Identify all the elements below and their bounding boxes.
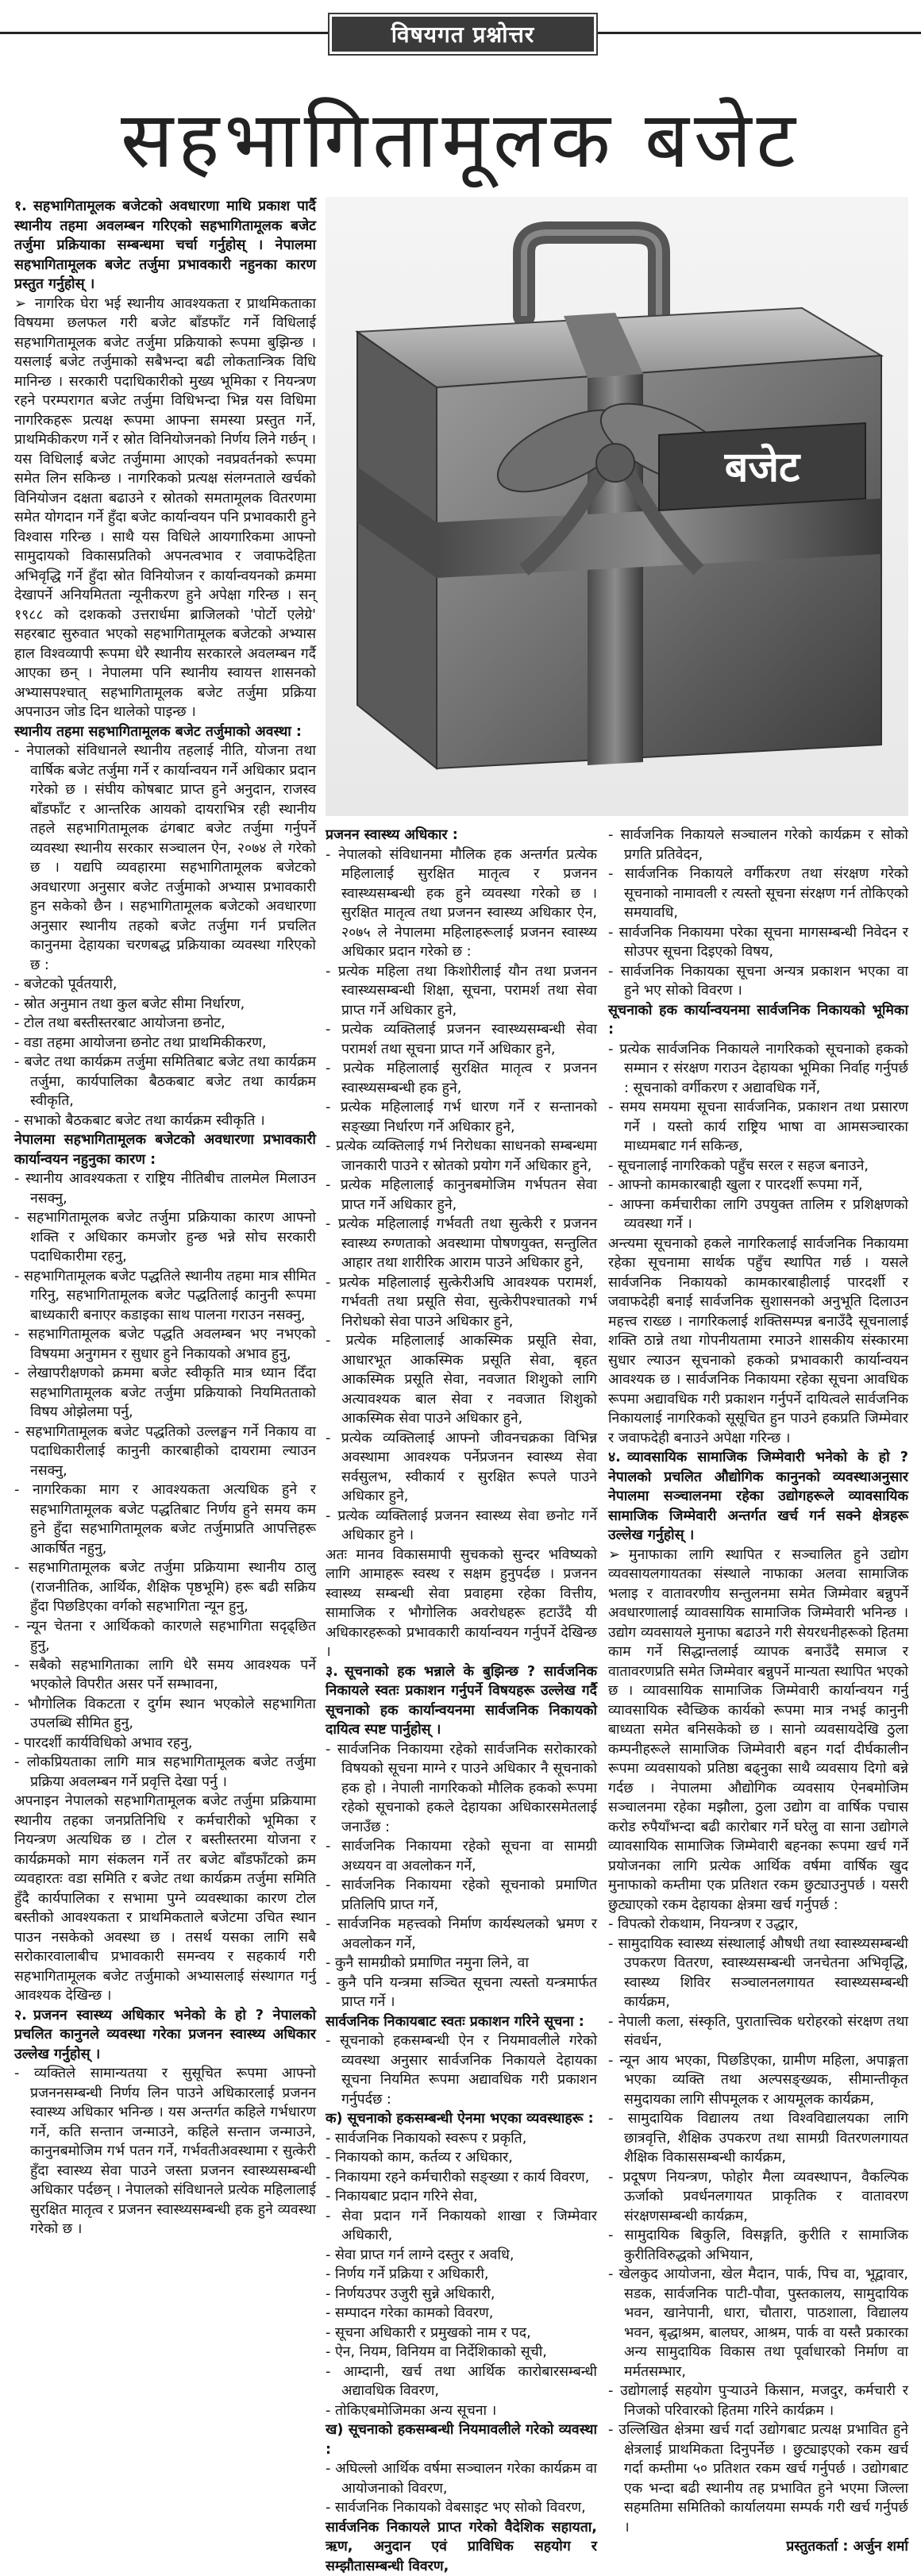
list-item: - वडा तहमा आयोजना छनोट तथा प्राथमिकीकरण,: [14, 1034, 316, 1053]
heading-publish: सार्वजनिक निकायबाट स्वतः प्रकाशन गरिने सूचना :: [326, 2012, 597, 2032]
question-1: १. सहभागितामूलक बजेटको अवधारणा माथि प्रकाश पार्दै स्थानीय तहमा अवलम्बन गरिएको सहभागितामूलक बजेट तर्जुमा प्रक्रियाका सम्बन्धमा चर्चा गर्नुहोस् । नेपालमा सहभागितामूलक बजेट तर्जुमा प्रभावकारी नहुनका कारण प्रस्तुत गर्नुहोस् ।: [14, 197, 316, 295]
question-2: २. प्रजनन स्वास्थ्य अधिकार भनेको के हो ? नेपालको प्रचलित कानुनले व्यवस्था गरेका प्रजनन स्वास्थ्य अधिकार उल्लेख गर्नुहोस् ।: [14, 2006, 316, 2065]
publish-a-list: [326, 2129, 597, 2421]
list-item: - सहभागितामूलक बजेट पद्धतिको उल्लङ्घन गर्ने निकाय वा पदाधिकारीलाई कानुनी कारबाहीको दायरामा ल्याउन नसक्नु,: [14, 1423, 316, 1481]
list-item: - प्रत्येक व्यक्तिलाई आफ्नो जीवनचक्रका विभिन्न अवस्थामा आवश्यक पर्नेप्रजनन स्वास्थ्य सेवा सर्वसुलभ, स्वीकार्य र सुरक्षित रूपले पाउने अधिकार हुने,: [326, 1429, 597, 1507]
column-2: [326, 826, 597, 2576]
list-item: - प्रत्येक महिलालाई सुरक्षित मातृत्व र प्रजनन स्वास्थ्यसम्बन्धी हक हुने,: [326, 1059, 597, 1098]
list-item: - निर्णय गर्ने प्रक्रिया र अधिकारी,: [326, 2265, 597, 2285]
list-item: - ऐन, नियम, विनियम वा निर्देशिकाको सूची,: [326, 2343, 597, 2362]
list-item: - प्रत्येक व्यक्तिलाई प्रजनन स्वास्थ्य सेवा छनोट गर्ने अधिकार हुने ।: [326, 1507, 597, 1546]
list-item: - सहभागितामूलक बजेट पद्धतिले स्थानीय तहमा मात्र सीमित गरिनु, सहभागितामूलक बजेट पद्धतिलाई कानुनी रूपमा बाध्यकारी बनाएर कडाइका साथ पालना गराउन नसक्नु,: [14, 1267, 316, 1326]
answer-2-intro: - व्यक्तिले सामान्यतया र सुसूचित रूपमा आफ्नो प्रजननसम्बन्धी निर्णय लिन पाउने अधिकारलाई प्रजनन स्वास्थ्य अधिकार भनिन्छ । यस अन्तर्गत कहिले गर्भधारण गर्ने, कति सन्तान जन्माउने, कहिले सन्तान जन्माउने, कानुनबमोजिम गर्भ पतन गर्ने, गर्भवतीअवस्थामा र सुत्केरी हुँदा स्वास्थ्य सेवा पाउने जस्ता प्रजनन स्वास्थ्यसम्बन्धी अधिकार पर्दछन् । नेपालको संविधानले प्रत्येक महिलालाई सुरक्षित मातृत्व र प्रजनन स्वास्थ्यसम्बन्धी हक हुने व्यवस्था गरेको छ ।: [14, 2064, 316, 2239]
list-item: - आफ्ना कर्मचारीका लागि उपयुक्त तालिम र प्रशिक्षणको व्यवस्था गर्ने ।: [608, 1196, 908, 1234]
list-item: - बजेटको पूर्वतयारी,: [14, 975, 316, 995]
list-item: - बजेट तथा कार्यक्रम तर्जुमा समितिबाट बजेट तथा कार्यक्रम तर्जुमा, कार्यपालिका बैठकबाट बजेट तथा कार्यक्रम स्वीकृति,: [14, 1053, 316, 1111]
list-item: - सहभागितामूलक बजेट तर्जुमा प्रक्रियाका कारण आफ्नो शक्ति र अधिकार कमजोर हुन्छ भन्ने सोच सरकारी पदाधिकारीमा रहनु,: [14, 1208, 316, 1267]
steps-list: [14, 975, 316, 1130]
list-item: - प्रत्येक सार्वजनिक निकायले नागरिकको सूचनाको हकको सम्मान र संरक्षण गराउन देहायका भूमिका निर्वाह गर्नुपर्छ : सूचनाको वर्गीकरण र अद्यावधिक गर्ने,: [608, 1040, 908, 1099]
list-item: - उद्योगलाई सहयोग पुर्‍याउने किसान, मजदुर, कर्मचारी र निजको परिवारको हितमा गरिने कार्यक्रम ।: [608, 2382, 908, 2420]
list-item: - सबैको सहभागिताका लागि धेरै समय आवश्यक पर्ने भएकोले विपरीत असर पर्ने सम्भावना,: [14, 1656, 316, 1695]
list-item: - लेखापरीक्षणको क्रममा बजेट स्वीकृति मात्र ध्यान दिँदा सहभागितामूलक बजेट तर्जुमा प्रक्रियाको नियमितताको विषय ओझेलमा पर्नु,: [14, 1364, 316, 1423]
list-item: - तोकिएबमोजिमका अन्य सूचना ।: [326, 2401, 597, 2421]
heading-b: ख) सूचनाको हकसम्बन्धी नियमावलीले गरेको व्यवस्था :: [326, 2420, 597, 2459]
heading-c: सार्वजनिक निकायले प्राप्त गरेको वैदेशिक सहायता, ऋण, अनुदान एवं प्राविधिक सहयोग र सम्झौतासम्बन्धी विवरण,: [326, 2518, 597, 2576]
list-item: - सूचना अधिकारी र प्रमुखको नाम र पद,: [326, 2324, 597, 2343]
list-item: - सहभागितामूलक बजेट पद्धति अवलम्बन भए नभएको विषयमा अनुगमन र सुधार हुने निकायको अभाव हुनु,: [14, 1325, 316, 1364]
list-item: - निकायको काम, कर्तव्य र अधिकार,: [326, 2148, 597, 2168]
list-item: - सार्वजनिक महत्त्वको निर्माण कार्यस्थलको भ्रमण र अवलोकन गर्ने,: [326, 1915, 597, 1954]
answer-2-closing: अतः मानव विकासमापी सुचकको सुन्दर भविष्यको लागि आमाहरू स्वस्थ र सक्षम हुनुपर्दछ । प्रजनन स्वास्थ्य सम्बन्धी सेवा प्रवाहमा रहेका वित्तीय, सामाजिक र भौगोलिक अवरोधहरू हटाउँदै यी अधिकारहरूको प्रभावकारी कार्यान्वयन गर्नुपर्ने देखिन्छ ।: [326, 1546, 597, 1662]
briefcase-icon: [326, 197, 908, 816]
list-item: - प्रत्येक व्यक्तिलाई गर्भ निरोधका साधनको सम्बन्धमा जानकारी पाउने र स्रोतको प्रयोग गर्ने अधिकार हुने,: [326, 1137, 597, 1176]
arrow-icon: ➢: [14, 295, 35, 314]
list-item: - आफ्नो कामकारबाही खुला र पारदर्शी रूपमा गर्ने,: [608, 1176, 908, 1196]
heading-problems: नेपालमा सहभागितामूलक बजेटको अवधारणा प्रभावकारी कार्यान्वयन नहुनुका कारण :: [14, 1130, 316, 1169]
question-3: ३. सूचनाको हक भन्नाले के बुझिन्छ ? सार्वजनिक निकायले स्वतः प्रकाशन गर्नुपर्ने विषयहरू उल्लेख गर्दै सूचनाको हक कार्यान्वयनमा सार्वजनिक निकायको दायित्व स्पष्ट पार्नुहोस् ।: [326, 1662, 597, 1740]
list-item: - सामुदायिक स्वास्थ्य संस्थालाई औषधी तथा स्वास्थ्यसम्बन्धी उपकरण वितरण, स्वास्थ्यसम्बन्धी जनचेतना अभिवृद्धि, स्वास्थ्य शिविर सञ्चालनलगायत स्वास्थ्यसम्बन्धी कार्यक्रम,: [608, 1935, 908, 2012]
list-item: - निकायमा रहने कर्मचारीको सङ्ख्या र कार्य विवरण,: [326, 2168, 597, 2188]
list-item: - प्रत्येक महिलालाई गर्भ धारण गर्ने र सन्तानको सङ्ख्या निर्धारण गर्ने अधिकार हुने,: [326, 1098, 597, 1137]
list-item: - सार्वजनिक निकायले सञ्चालन गरेको कार्यक्रम र सोको प्रगति प्रतिवेदन,: [608, 826, 908, 864]
list-item: - समय समयमा सूचना सार्वजनिक, प्रकाशन तथा प्रसारण गर्ने । यस्तो कार्य राष्ट्रिय भाषा वा आमसञ्चारका माध्यमबाट गर्न सकिन्छ,: [608, 1098, 908, 1157]
list-item: - स्थानीय आवश्यकता र राष्ट्रिय नीतिबीच तालमेल मिलाउन नसक्नु,: [14, 1169, 316, 1208]
briefcase-label: बजेट: [724, 443, 801, 491]
list-item: - सम्पादन गरेका कामको विवरण,: [326, 2304, 597, 2324]
list-item: - कुनै पनि यन्त्रमा सञ्चित सूचना त्यस्तो यन्त्रमार्फत प्राप्त गर्ने ।: [326, 1973, 597, 2012]
column-1: [14, 197, 316, 2239]
list-item: - स्रोत अनुमान तथा कुल बजेट सीमा निर्धारण,: [14, 995, 316, 1015]
list-item: - प्रत्येक महिलालाई गर्भवती तथा सुत्केरी र प्रजनन स्वास्थ्य रुग्णताको अवस्थामा पोषणयुक्त, सन्तुलित आहार तथा शारीरिक आराम पाउने अधिकार हुने,: [326, 1215, 597, 1273]
answer-1-para1: ➢ नागरिक घेरा भई स्थानीय आवश्यकता र प्राथमिकताका विषयमा छलफल गरी बजेट बाँडफाँट गर्ने विधिलाई सहभागितामूलक बजेट तर्जुमा प्रक्रियाको रूपमा बुझिन्छ । यसलाई बजेट तर्जुमाको सबैभन्दा बढी लोकतान्त्रिक विधि मानिन्छ । सरकारी पदाधिकारीको मुख्य भूमिका र नियन्त्रण रहने परम्परागत बजेट तर्जुमा विधिभन्दा भिन्न यस विधिमा नागरिकहरू प्रत्यक्ष रूपमा आफ्ना समस्या प्रस्तुत गर्ने, प्राथमिकीकरण गर्ने र स्रोत विनियोजनको निर्णय लिने गर्छन् । यस विधिलाई बजेट तर्जुमामा आएको नवप्रवर्तनको रूपमा समेत लिन सकिन्छ । नागरिकको प्रत्यक्ष संलग्नताले खर्चको विनियोजन दक्षता बढाउने र स्रोतको समतामूलक वितरणमा समेत योगदान गर्ने हुँदा बजेट कार्यान्वयन पनि प्रभावकारी हुने विश्वास गरिन्छ । साथै यस विधिले आयगारिकमा आफ्नो सामुदायको विकासप्रतिको अपनत्वभाव र जवाफदेहिता अभिवृद्धि गर्ने हुँदा स्रोत विनियोजन र कार्यान्वयनको क्रममा देखापर्ने अनियमितता न्यूनीकरण हुने अपेक्षा गरिन्छ । सन् १९८८ को दशकको उत्तरार्धमा ब्राजिलको 'पोर्टो एलेग्रे' सहरबाट सुरुवात भएको सहभागितामूलक बजेटको अभ्यास हाल विश्वव्यापी रूपमा धेरै स्थानीय सरकारले अवलम्बन गर्दै आएका छन् । नेपालमा पनि स्थानीय स्वायत्त शासनको अभ्यासपश्चात् सहभागितामूलक बजेट तर्जुमा प्रक्रिया अपनाउन जोड दिन थालेको पाइन्छ ।: [14, 295, 316, 722]
list-item: - नेपालको संविधानमा मौलिक हक अन्तर्गत प्रत्येक महिलालाई सुरक्षित मातृत्व र प्रजनन स्वास्थ्यसम्बन्धी हक हुने व्यवस्था गरेको छ । सुरक्षित मातृत्व तथा प्रजनन स्वास्थ्य अधिकार ऐन, २०७५ ले नेपालमा महिलाहरूलाई प्रजनन स्वास्थ्य अधिकार प्रदान गरेको छ :: [326, 845, 597, 962]
author-credit: प्रस्तुतकर्ता : अर्जुन शर्मा: [608, 2537, 908, 2557]
list-item: - निर्णयउपर उजुरी सुन्ने अधिकारी,: [326, 2285, 597, 2305]
list-item: - सभाको बैठकबाट बजेट तथा कार्यक्रम स्वीकृति ।: [14, 1111, 316, 1131]
list-item: - सामुदायिक बिकुलि, विसङ्गति, कुरीति र सामाजिक कुरीतिविरुद्धको अभियान,: [608, 2226, 908, 2265]
list-item: - सार्वजनिक निकायमा परेका सूचना मागसम्बन्धी निवेदन र सोउपर सूचना दिइएको विषय,: [608, 923, 908, 962]
list-item: - सार्वजनिक निकायका सूचना अन्यत्र प्रकाशन भएका वा हुने भए सोको विवरण ।: [608, 962, 908, 1001]
list-item: - प्रत्येक व्यक्तिलाई प्रजनन स्वास्थ्यसम्बन्धी सेवा परामर्श तथा सूचना प्राप्त गर्ने अधिकार हुने,: [326, 1020, 597, 1059]
list-item: - सूचनालाई नागरिकको पहुँच सरल र सहज बनाउने,: [608, 1157, 908, 1176]
answer-3-closing: अन्त्यमा सूचनाको हकले नागरिकलाई सार्वजनिक निकायमा रहेका सूचनामा सार्थक पहुँच स्थापित गर्छ । यसले सार्वजनिक निकायको कामकारबाहीलाई पारदर्शी र जवाफदेही बनाई सार्वजनिक सुशासनको अनुभूति दिलाउन महत्त्व राख्छ । नागरिकलाई शक्तिसम्पन्न बनाउँदै सूचनालाई शक्ति ठान्ने तथा गोपनीयतामा रमाउने शासकीय संस्कारमा सुधार ल्याउन सूचनाको हकको प्रभावकारी कार्यान्वयन आवश्यक छ । सार्वजनिक निकायमा रहेका सूचना आवधिक रूपमा अद्यावधिक गरी प्रकाशन गर्नुपर्ने दायित्वले सार्वजनिक निकायलाई नागरिकको सूसूचित हुन पाउने हकप्रति जिम्मेवार र जवाफदेही बनाउने अपेक्षा गरिन्छ ।: [608, 1234, 908, 1449]
budget-briefcase-illustration: [326, 197, 908, 816]
list-item: - नागरिकका माग र आवश्यकता अत्यधिक हुने र सहभागितामूलक बजेट पद्धतिबाट निर्णय हुने समय कम हुने हुँदा सहभागितामूलक बजेट तर्जुमाप्रति आपत्तिहरू आकर्षित नहुनु,: [14, 1481, 316, 1558]
list-item: - प्रदूषण नियन्त्रण, फोहोर मैला व्यवस्थापन, वैकल्पिक ऊर्जाको प्रवर्धनलगायत प्राकृतिक र वातावरण संरक्षणसम्बन्धी कार्यक्रम,: [608, 2168, 908, 2227]
list-item: - न्यून आय भएका, पिछडिएका, ग्रामीण महिला, अपाङ्गता भएका व्यक्ति तथा अल्पसङ्ख्यक, सीमान्तीकृत समुदायका लागि सीपमूलक र आयमूलक कार्यक्रम,: [608, 2051, 908, 2110]
list-item: - सामुदायिक विद्यालय तथा विश्वविद्यालयका लागि छात्रवृत्ति, शैक्षिक उपकरण तथा सामग्री वितरणलगायत शैक्षिक विकाससम्बन्धी कार्यक्रम,: [608, 2109, 908, 2168]
arrow-icon: ➢: [608, 1546, 629, 1565]
list-item: - सार्वजनिक निकायको स्वरूप र प्रकृति,: [326, 2129, 597, 2149]
column-3: [608, 826, 908, 2557]
list-item: - निकायबाट प्रदान गरिने सेवा,: [326, 2187, 597, 2207]
list-item: - लोकप्रियताका लागि मात्र सहभागितामूलक बजेट तर्जुमा प्रक्रिया अवलम्बन गर्ने प्रवृत्ति देखा पर्नु ।: [14, 1753, 316, 1792]
info-rights-list: [326, 1837, 597, 2012]
answer-4-intro: ➢ मुनाफाका लागि स्थापित र सञ्चालित हुने उद्योग व्यवसायलगायतका संस्थाले नाफाका अलवा सामाजिक भलाइ र वातावरणीय सन्तुलनमा समेत जिम्मेवार बन्नुपर्ने अवधारणालाई व्यावसायिक सामाजिक जिम्मेवारी भनिन्छ । उद्योग व्यवसायले मुनाफा बढाउने गरी सेयरधनीहरूको हितमा काम गर्ने सिद्धान्तलाई व्यापक बनाउँदै समाज र वातावरणप्रति समेत जिम्मेवार बन्नुपर्ने मान्यता स्थापित भएको छ । व्यावसायिक सामाजिक जिम्मेवारी कार्यान्वयन गर्नु व्यावसायिक स्वैच्छिक कार्यको रूपमा मात्र नभई कानुनी बाध्यता समेत बनिसकेको छ । सानो व्यवसायदेखि ठुला कम्पनीहरूले सामाजिक जिम्मेवारी बहन गर्दा दीर्घकालीन रूपमा व्यवसायको प्रतिष्ठा बढ्नुका साथै व्यवसाय दिगो बन्ने गर्दछ । नेपालमा औद्योगिक व्यवसाय ऐनबमोजिम सञ्चालनमा रहेका मझौला, ठुला उद्योग वा वार्षिक पचास करोड रुपैयाँभन्दा बढी कारोबार गर्ने घरेलु वा साना उद्योगले व्यावसायिक सामाजिक जिम्मेवारी बहनका रूपमा खर्च गर्ने प्रयोजनका लागि प्रत्येक आर्थिक वर्षमा वार्षिक खुद मुनाफाको कम्तीमा एक प्रतिशत रकम छुट्याउनुपर्छ । यसरी छुट्याएको रकम देहायका क्षेत्रमा खर्च गर्नुपर्छ :: [608, 1546, 908, 1916]
duties-list: [608, 1040, 908, 1234]
heading-rights: प्रजनन स्वास्थ्य अधिकार :: [326, 826, 597, 845]
list-item: - सार्वजनिक निकायमा रहेको सूचनाको प्रमाणित प्रतिलिपि प्राप्त गर्ने,: [326, 1876, 597, 1915]
publish-b-list: [326, 2459, 597, 2518]
question-4: ४. व्यावसायिक सामाजिक जिम्मेवारी भनेको के हो ? नेपालको प्रचलित औद्योगिक कानुनको व्यवस्थाअनुसार नेपालमा सञ्चालनमा रहेका उद्योगहरूले व्यावसायिक सामाजिक जिम्मेवारी अन्तर्गत खर्च गर्न सक्ने क्षेत्रहरू उल्लेख गर्नुहोस् ।: [608, 1448, 908, 1546]
list-item: - सेवा प्राप्त गर्न लाग्ने दस्तुर र अवधि,: [326, 2246, 597, 2266]
list-item: - सार्वजनिक निकायमा रहेको सूचना वा सामग्री अध्ययन वा अवलोकन गर्ने,: [326, 1837, 597, 1876]
publish-c-list: [608, 826, 908, 1001]
list-item: - नेपाली कला, संस्कृति, पुरातात्त्विक धरोहरको संरक्षण तथा संवर्धन,: [608, 2012, 908, 2051]
list-item: - अघिल्लो आर्थिक वर्षमा सञ्चालन गरेका कार्यक्रम वा आयोजनाको विवरण,: [326, 2459, 597, 2498]
local-intro: - नेपालको संविधानले स्थानीय तहलाई नीति, योजना तथा वार्षिक बजेट तर्जुमा गर्ने र कार्यान्वयन गर्ने अधिकार प्रदान गरेको छ । संघीय कोषबाट प्राप्त हुने अनुदान, राजस्व बाँडफाँट र आन्तरिक आयको दायराभित्र रही स्थानीय तहले सहभागितामूलक ढंगबाट बजेट तर्जुमा गर्नुपर्ने व्यवस्था स्थानीय सरकार सञ्चालन ऐन, २०७४ ले गरेको छ । यद्यपि व्यवहारमा सहभागितामूलक बजेटको अवधारणा अनुसार बजेट तर्जुमाको अभ्यास प्रभावकारी हुन सकेको छैन । सहभागितामूलक बजेटको अवधारणा अनुसार स्थानीय तहको बजेट तर्जुमा गर्न प्रचलित कानुनमा देहायका चरणबद्ध प्रक्रियाका व्यवस्था गरिएको छ :: [14, 741, 316, 975]
list-item: - विपत्को रोकथाम, नियन्त्रण र उद्धार,: [608, 1915, 908, 1935]
section-tag: विषयगत प्रश्नोत्तर: [329, 14, 596, 54]
list-item: - सार्वजनिक निकायको वेबसाइट भए सोको विवरण,: [326, 2498, 597, 2518]
heading-a: क) सूचनाको हकसम्बन्धी ऐनमा भएका व्यवस्थाहरू :: [326, 2109, 597, 2129]
answer-3-intro: - सार्वजनिक निकायमा रहेको सार्वजनिक सरोकारको विषयको सूचना माग्ने र पाउने अधिकार नै सूचनाको हक हो । नेपाली नागरिकको मौलिक हकको रूपमा रहेको सूचनाको हकले देहायका अधिकारसमेतलाई जनाउँछ :: [326, 1740, 597, 1838]
list-item: - टोल तथा बस्तीस्तरबाट आयोजना छनोट,: [14, 1014, 316, 1034]
answer-4-closing: - उल्लिखित क्षेत्रमा खर्च गर्दा उद्योगबाट प्रत्यक्ष प्रभावित हुने क्षेत्रलाई प्राथमिकता दिनुपर्नेछ । छुट्याइएको रकम खर्च गर्दा कम्तीमा ५० प्रतिशत रकम खर्च गर्नुपर्छ । उद्योगबाट एक भन्दा बढी स्थानीय तह प्रभावित हुने भएमा जिल्ला सहमतिमा समितिको कार्यालयमा सम्पर्क गरी खर्च गर्नुपर्छ ।: [608, 2420, 908, 2537]
list-item: - पारदर्शी कार्यविधिको अभाव रहनु,: [14, 1734, 316, 1754]
list-item: - खेलकुद आयोजना, खेल मैदान, पार्क, पिच वा, भूद्वावार, सडक, सार्वजनिक पाटी-पौवा, पुस्तकालय, सामुदायिक भवन, खानेपानी, धारा, चौतारा, पाठशाला, विद्यालय भवन, बृद्धाश्रम, बालघर, आश्रम, पार्क वा यस्तै प्रकारका अन्य सामुदायिक विकास तथा पूर्वाधारको निर्माण वा मर्मतसम्भार,: [608, 2265, 908, 2382]
heading-local: स्थानीय तहमा सहभागितामूलक बजेट तर्जुमाको अवस्था :: [14, 722, 316, 742]
list-item: - प्रत्येक महिलालाई आकस्मिक प्रसूति सेवा, आधारभूत आकस्मिक प्रसूति सेवा, बृहत आकस्मिक प्रसूति सेवा, नवजात शिशुको लागि अत्यावश्यक बाल सेवा र नवजात शिशुको आकस्मिक सेवा पाउने अधिकार हुने,: [326, 1331, 597, 1429]
list-item: - भौगोलिक विकटता र दुर्गम स्थान भएकोले सहभागिता उपलब्धि सीमित हुनु,: [14, 1695, 316, 1734]
list-item: - प्रत्येक महिला तथा किशोरीलाई यौन तथा प्रजनन स्वास्थ्यसम्बन्धी शिक्षा, सूचना, परामर्श तथा सेवा प्राप्त गर्ने अधिकार हुने,: [326, 962, 597, 1021]
list-item: - सेवा प्रदान गर्ने निकायको शाखा र जिम्मेवार अधिकारी,: [326, 2207, 597, 2246]
list-item: - प्रत्येक महिलालाई सुत्केरीअघि आवश्यक परामर्श, गर्भवती तथा प्रसूति सेवा, सुत्केरीपश्चातको गर्भ निरोधको सेवा पाउने अधिकार हुने,: [326, 1273, 597, 1332]
list-item: - सहभागितामूलक बजेट तर्जुमा प्रक्रियामा स्थानीय ठालु (राजनीतिक, आर्थिक, शैक्षिक पृष्ठभूमि) हरू बढी सक्रिय हुँदा पिछडिएका वर्गको सहभागिता न्यून हुनु,: [14, 1558, 316, 1617]
answer-1-closing: अपनाइन नेपालको सहभागितामूलक बजेट तर्जुमा प्रक्रियामा स्थानीय तहका जनप्रतिनिधि र कर्मचारीको भूमिका र नियन्त्रण अत्यधिक छ । टोल र बस्तीस्तरमा योजना र कार्यक्रमको माग संकलन गर्ने तर बजेट बाँडफाँटको क्रम व्यवहारतः वडा समिति र बजेट तथा कार्यक्रम तर्जुमा समिति हुँदै कार्यपालिका र सभामा पुग्ने व्यवस्थाका कारण टोल बस्तीको आवश्यकता र प्राथमिकताले बजेटमा उचित स्थान पाउन नसकेको अवस्था छ । तसर्थ यसका लागि सबै सरोकारवालाबीच प्रभावकारी समन्वय र सहकार्य गरी सहभागितामूलक बजेट तर्जुमाको अभ्यासलाई संस्थागत गर्नु आवश्यक देखिन्छ ।: [14, 1792, 316, 2006]
problems-list: [14, 1169, 316, 1792]
heading-duty: सूचनाको हक कार्यान्वयनमा सार्वजनिक निकायको भूमिका :: [608, 1001, 908, 1040]
headline: सहभागितामूलक बजेट: [0, 83, 921, 190]
publish-intro: - सूचनाको हकसम्बन्धी ऐन र नियमावलीले गरेको व्यवस्था अनुसार सार्वजनिक निकायले देहायका सूचना नियमित रूपमा अद्यावधिक गरी प्रकाशन गर्नुपर्दछ :: [326, 2031, 597, 2109]
areas-list: [608, 1915, 908, 2420]
list-item: - कुनै सामग्रीको प्रमाणित नमुना लिने, वा: [326, 1954, 597, 1973]
list-item: - आम्दानी, खर्च तथा आर्थिक कारोबारसम्बन्धी अद्यावधिक विवरण,: [326, 2362, 597, 2401]
list-item: - न्यून चेतना र आर्थिकको कारणले सहभागिता सदृढ्छित हुनु,: [14, 1617, 316, 1656]
list-item: - सार्वजनिक निकायले वर्गीकरण तथा संरक्षण गरेको सूचनाको नामावली र त्यस्तो सूचना संरक्षण गर्न तोकिएको समयावधि,: [608, 864, 908, 923]
list-item: - प्रत्येक महिलालाई कानुनबमोजिम गर्भपतन सेवा प्राप्त गर्ने अधिकार हुने,: [326, 1176, 597, 1215]
rights-list: [326, 845, 597, 1546]
